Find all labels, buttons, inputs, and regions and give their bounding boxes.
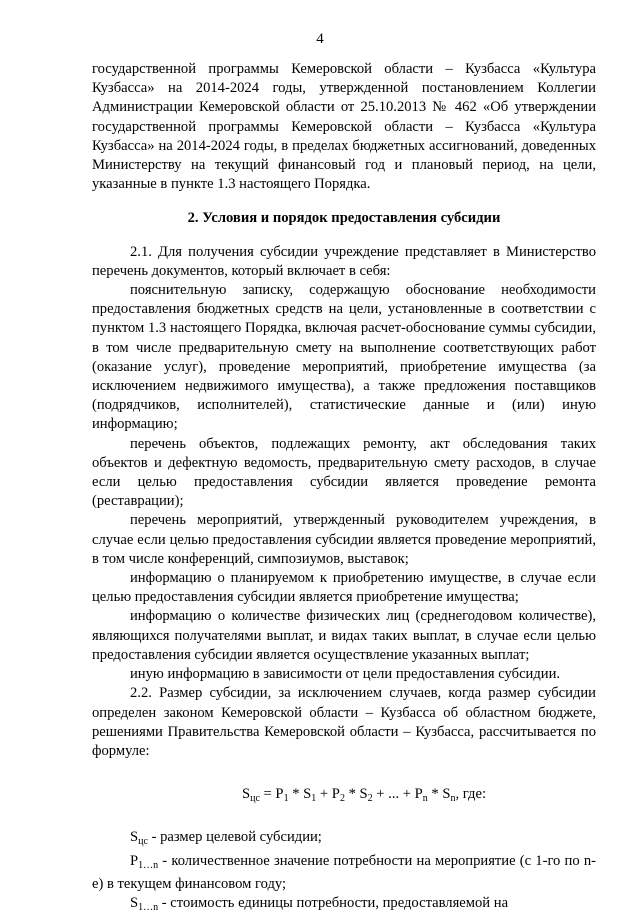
definition-s-1-n: $S_{1\dots n}$ - стоимость единицы потребности, предоставляемой на — [130, 894, 509, 913]
definition-p-1-n: $P_{1\dots n}$ - количественное значение потребности на мероприятие (с 1-го по n-е) в текущем финансовом году; — [92, 852, 596, 892]
definition-s-cs: $S_{цс}$ - размер целевой субсидии; — [130, 829, 322, 848]
paragraph-intro: государственной программы Кемеровской области – Кузбасса «Культура Кузбасса» на 2014-2024 годы, утвержденной постановлением Коллегии Администрации Кемеровской области от 25.10.2013 № 462 «Об утверждении государственной программы Кемеровской области – Кузбасса «Культура Кузбасса» на 2014-2024 годы, в пределах бюджетных ассигнований, доведенных Министерству на текущий финансовый год и плановый период, на цели, указанные в пункте 1.3 настоящего Порядка. — [92, 61, 596, 193]
paragraph-2-1: 2.1. Для получения субсидии учреждение представляет в Министерство перечень документов, который включает в себя: — [92, 243, 596, 279]
document-body — [92, 60, 596, 917]
paragraph-explanatory-note: пояснительную записку, содержащую обоснование необходимости предоставления бюджетных средств на цели, установленные в соответствии с пунктом 1.3 настоящего Порядка, включая расчет-обоснование суммы субсидии, в том числе предварительную смету на выполнение соответствующих работ (оказание услуг), проведение мероприятий, приобретение имущества (за исключением недвижимого имущества), а также предложения поставщиков (подрядчиков, исполнителей), статистические данные и (или) иную информацию; — [92, 282, 596, 433]
subsidy-formula: $S_{цс} = P_1 * S_1 + P_2 * S_2$ + ... + $P_n * S_n$, где: — [241, 786, 487, 805]
paragraph-repair-objects: перечень объектов, подлежащих ремонту, акт обследования таких объектов и дефектную ведомость, предварительную смету расходов, в случае если целью предоставления субсидии является проведение ремонта (реставрации); — [92, 435, 596, 510]
paragraph-individuals-info: информацию о количестве физических лиц (среднегодовом количестве), являющихся получателями выплат, и видах таких выплат, в случае если целью предоставления субсидии является осуществление указанных выплат; — [92, 608, 596, 663]
paragraph-other-info: иную информацию в зависимости от цели предоставления субсидии. — [130, 666, 561, 683]
section-heading: 2. Условия и порядок предоставления субсидии — [187, 210, 501, 227]
page-number: 4 — [316, 31, 324, 47]
paragraph-events-list: перечень мероприятий, утвержденный руководителем учреждения, в случае если целью предоставления субсидии является проведение мероприятий, в том числе конференций, симпозиумов, выставок; — [92, 512, 596, 567]
paragraph-2-2: 2.2. Размер субсидии, за исключением случаев, когда размер субсидии определен законом Кемеровской области – Кузбасса об областном бюджете, решениями Правительства Кемеровской области – Кузбасса, рассчитывается по формуле: — [92, 685, 596, 759]
paragraph-property-info: информацию о планируемом к приобретению имуществе, в случае если целью предоставления субсидии является приобретение имущества; — [92, 570, 596, 606]
